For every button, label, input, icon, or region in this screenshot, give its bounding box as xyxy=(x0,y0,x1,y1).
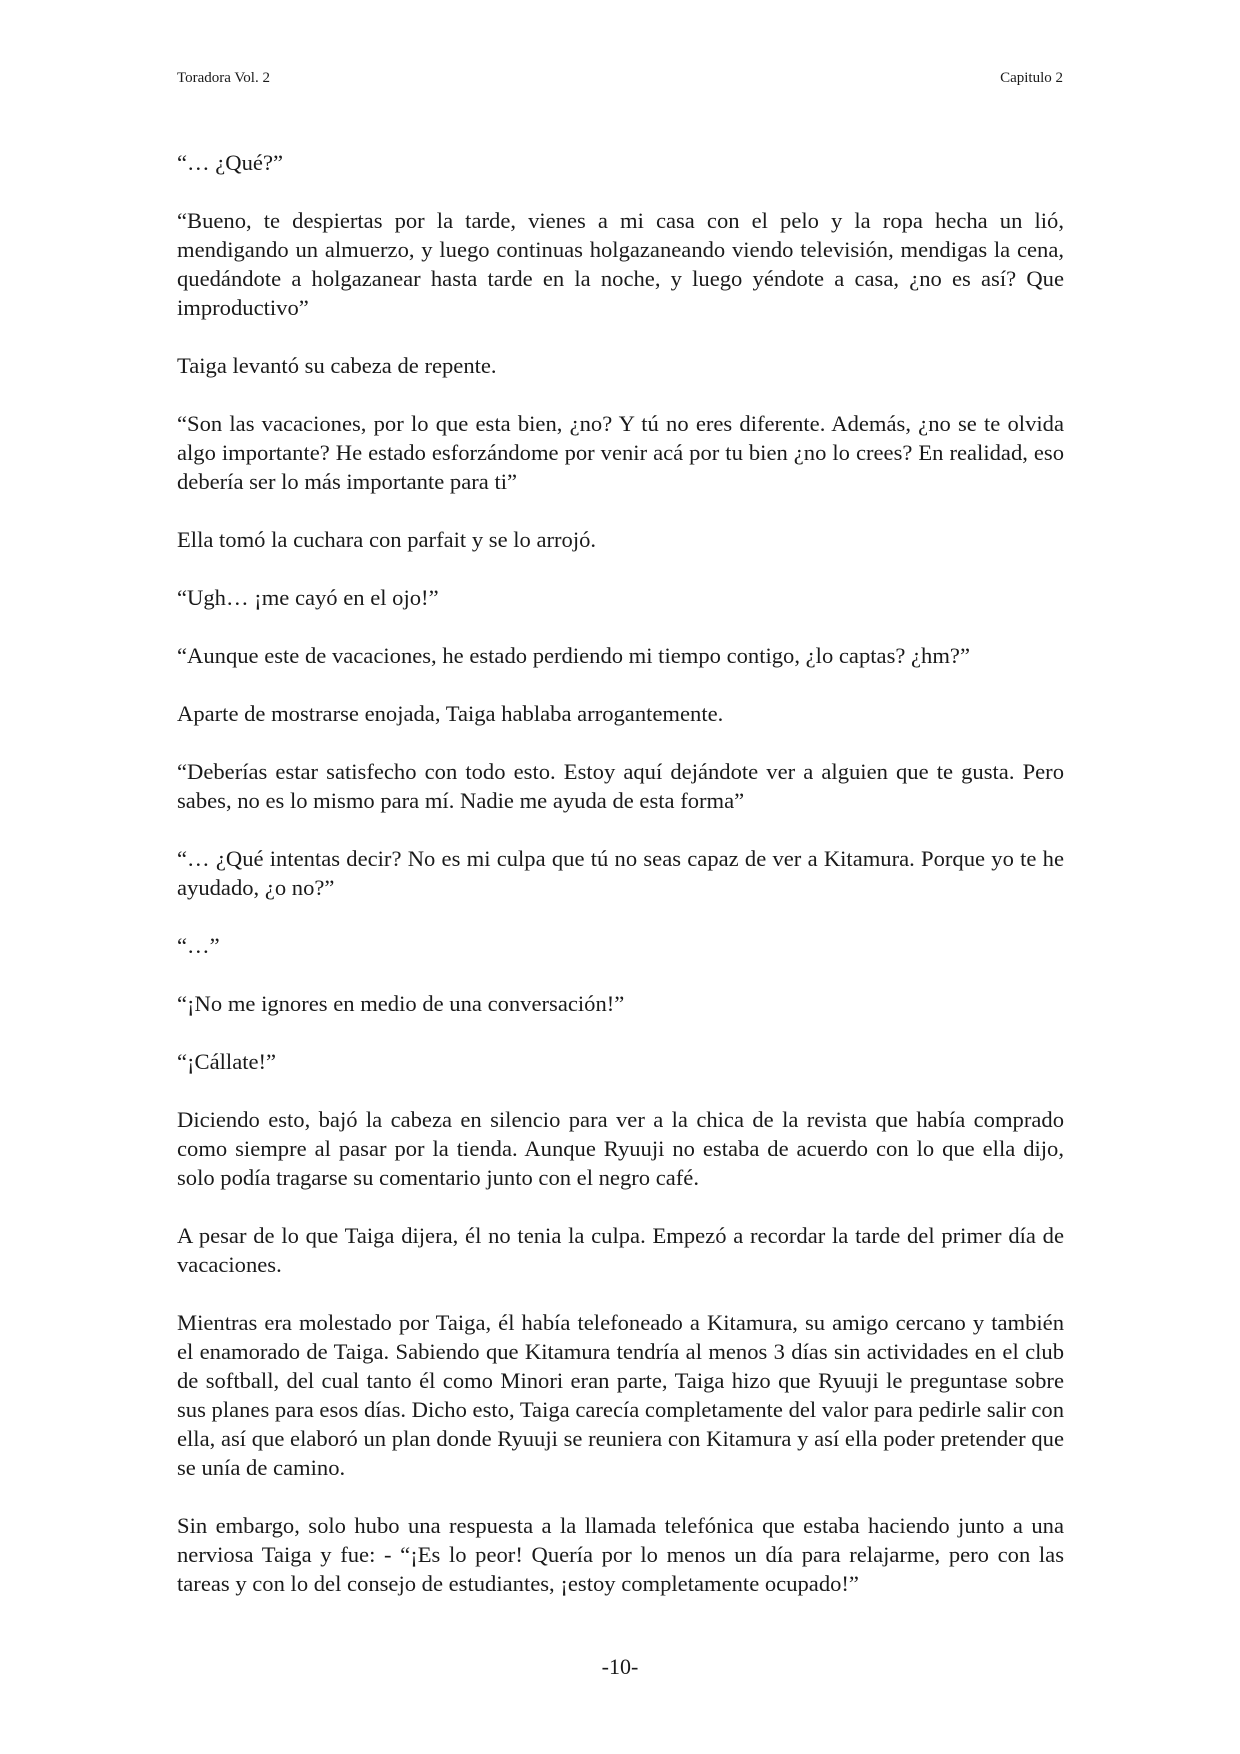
paragraph: Aparte de mostrarse enojada, Taiga hablaba arrogantemente. xyxy=(177,701,724,726)
paragraph: Sin embargo, solo hubo una respuesta a la llamada telefónica que estaba haciendo junto a una nerviosa Taiga y fue: - “¡Es lo peor! Quería por lo menos un día para relajarme, pero con las tareas y con lo del consejo de estudiantes, ¡estoy completamente ocupado!” xyxy=(177,1513,1064,1596)
paragraph: “Son las vacaciones, por lo que esta bien, ¿no? Y tú no eres diferente. Además, ¿no se te olvida algo importante? He estado esforzándome por venir acá por tu bien ¿no lo crees? En realidad, eso debería ser lo más importante para ti” xyxy=(177,411,1064,494)
running-header xyxy=(177,70,1063,94)
paragraph: “Aunque este de vacaciones, he estado perdiendo mi tiempo contigo, ¿lo captas? ¿hm?” xyxy=(177,643,970,668)
paragraph: “Deberías estar satisfecho con todo esto. Estoy aquí dejándote ver a alguien que te gusta. Pero sabes, no es lo mismo para mí. Nadie me ayuda de esta forma” xyxy=(177,759,1064,813)
paragraph: Mientras era molestado por Taiga, él había telefoneado a Kitamura, su amigo cercano y también el enamorado de Taiga. Sabiendo que Kitamura tendría al menos 3 días sin actividades en el club de softball, del cual tanto él como Minori eran parte, Taiga hizo que Ryuuji le preguntase sobre sus planes para esos días. Dicho esto, Taiga carecía completamente del valor para pedirle salir con ella, así que elaboró un plan donde Ryuuji se reuniera con Kitamura y así ella poder pretender que se unía de camino. xyxy=(177,1310,1064,1480)
paragraph: “Ugh… ¡me cayó en el ojo!” xyxy=(177,585,439,610)
body-text xyxy=(177,148,1064,1627)
chapter-title: Capitulo 2 xyxy=(1000,70,1063,86)
paragraph: Diciendo esto, bajó la cabeza en silencio para ver a la chica de la revista que había comprado como siempre al pasar por la tienda. Aunque Ryuuji no estaba de acuerdo con lo que ella dijo, solo podía tragarse su comentario junto con el negro café. xyxy=(177,1107,1064,1190)
paragraph: Ella tomó la cuchara con parfait y se lo arrojó. xyxy=(177,527,597,552)
paragraph: “¡Cállate!” xyxy=(177,1049,277,1074)
paragraph: “…” xyxy=(177,933,220,958)
paragraph: “… ¿Qué?” xyxy=(177,150,283,175)
paragraph: Taiga levantó su cabeza de repente. xyxy=(177,353,497,378)
book-title: Toradora Vol. 2 xyxy=(177,70,270,86)
paragraph: “¡No me ignores en medio de una conversación!” xyxy=(177,991,625,1016)
paragraph: “Bueno, te despiertas por la tarde, vienes a mi casa con el pelo y la ropa hecha un lió, mendigando un almuerzo, y luego continuas holgazaneando viendo televisión, mendigas la cena, quedándote a holgazanear hasta tarde en la noche, y luego yéndote a casa, ¿no es así? Que improductivo” xyxy=(177,208,1064,320)
paragraph: “… ¿Qué intentas decir? No es mi culpa que tú no seas capaz de ver a Kitamura. Porque yo te he ayudado, ¿o no?” xyxy=(177,846,1064,900)
page-number: -10- xyxy=(601,1654,639,1679)
paragraph: A pesar de lo que Taiga dijera, él no tenia la culpa. Empezó a recordar la tarde del primer día de vacaciones. xyxy=(177,1223,1064,1277)
